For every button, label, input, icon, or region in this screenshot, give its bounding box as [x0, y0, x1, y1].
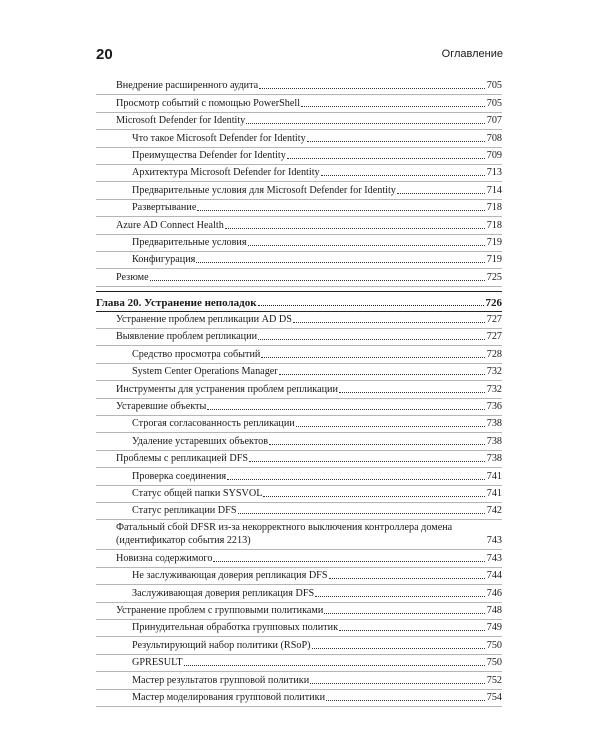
- toc-entry-title: Устранение проблем с групповыми политиками: [116, 604, 324, 616]
- toc-entry-page: 732: [486, 383, 502, 395]
- toc-entry-page: 743: [486, 535, 502, 547]
- toc-entry[interactable]: [96, 486, 502, 503]
- toc-entry[interactable]: [96, 95, 502, 112]
- toc-entry-page: 748: [486, 604, 502, 616]
- toc-entry-page: 746: [486, 587, 502, 599]
- toc-entry[interactable]: [96, 269, 502, 286]
- toc-entry[interactable]: [96, 451, 502, 468]
- toc-entry-page: 732: [486, 366, 502, 378]
- toc-entry-title: Фатальный сбой DFSR из-за некорректного выключения контроллера домена (идентификатор события 2213): [116, 522, 453, 546]
- toc-entry-title: Инструменты для устранения проблем репликации: [116, 383, 338, 395]
- dot-leader: [197, 210, 484, 211]
- toc-entry-page: 741: [486, 470, 502, 482]
- dot-leader: [196, 262, 484, 263]
- toc-entry-title: Строгая согласованность репликации: [132, 418, 295, 430]
- dot-leader: [339, 630, 485, 631]
- toc-entry-title: Не заслуживающая доверия репликация DFS: [132, 570, 328, 582]
- toc-entry-title: System Center Operations Manager: [132, 366, 278, 378]
- toc-entry[interactable]: [96, 637, 502, 654]
- toc-entry-title: Просмотр событий с помощью PowerShell: [116, 97, 301, 109]
- dot-leader: [301, 106, 485, 107]
- dot-leader: [225, 228, 485, 229]
- toc-entry-title: GPRESULT: [132, 657, 183, 669]
- toc-entry-title: Мастер результатов групповой политики: [132, 674, 310, 686]
- toc-entry[interactable]: [96, 148, 502, 165]
- toc-entry[interactable]: [96, 130, 502, 147]
- dot-leader: [258, 305, 484, 306]
- dot-leader: [329, 578, 485, 579]
- toc-entry[interactable]: [96, 182, 502, 199]
- toc-entry-title: Статус общей папки SYSVOL: [132, 487, 263, 499]
- dot-leader: [324, 613, 484, 614]
- toc-entry[interactable]: [96, 364, 502, 381]
- toc-entry-title: Microsoft Defender for Identity: [116, 115, 246, 127]
- toc-entry-page: 718: [486, 202, 502, 214]
- toc-entry[interactable]: [96, 603, 502, 620]
- toc-entry[interactable]: [96, 78, 502, 95]
- toc-entry-page: 738: [486, 453, 502, 465]
- toc-entry-title: Резюме: [116, 271, 149, 283]
- toc-entry-page: 728: [486, 348, 502, 360]
- toc-entry-page: 713: [486, 167, 502, 179]
- dot-leader: [227, 479, 485, 480]
- toc-entry[interactable]: [96, 399, 502, 416]
- dot-leader: [296, 426, 485, 427]
- toc-entry[interactable]: [96, 433, 502, 450]
- toc-entry-page: 744: [486, 570, 502, 582]
- toc-entry-title: Внедрение расширенного аудита: [116, 80, 259, 92]
- toc-entry-page: 743: [486, 552, 502, 564]
- toc-entry-page: 741: [486, 487, 502, 499]
- toc-entry-page: 742: [486, 505, 502, 517]
- toc-entry-title: Средство просмотра событий: [132, 348, 261, 360]
- toc-entry-page: 750: [486, 657, 502, 669]
- dot-leader: [287, 158, 485, 159]
- toc-entry-title: Конфигурация: [132, 254, 196, 266]
- toc-entry-page: 719: [486, 236, 502, 248]
- toc-entry[interactable]: [96, 585, 502, 602]
- toc-entry[interactable]: [96, 165, 502, 182]
- toc-entry-page: 727: [486, 331, 502, 343]
- toc-entry[interactable]: [96, 312, 502, 329]
- dot-leader: [184, 665, 485, 666]
- toc-entry[interactable]: [96, 620, 502, 637]
- dot-leader: [246, 123, 484, 124]
- toc-entry-page: 738: [486, 435, 502, 447]
- toc-entry[interactable]: [96, 381, 502, 398]
- toc-entry-page: 727: [486, 314, 502, 326]
- dot-leader: [397, 193, 485, 194]
- toc-entry[interactable]: [96, 200, 502, 217]
- toc-chapter[interactable]: [96, 291, 502, 312]
- toc-entry-page: 705: [486, 97, 502, 109]
- toc-entry[interactable]: [96, 416, 502, 433]
- toc-entry[interactable]: [96, 252, 502, 269]
- page-header: [96, 46, 503, 66]
- toc-entry-title: Предварительные условия для Microsoft Defender for Identity: [132, 184, 396, 196]
- dot-leader: [310, 683, 485, 684]
- toc-entry[interactable]: [96, 113, 502, 130]
- toc-entry[interactable]: [96, 235, 502, 252]
- toc-entry-page: 709: [486, 149, 502, 161]
- toc-entry-title: Статус репликации DFS: [132, 505, 237, 517]
- toc-entry-page: 718: [486, 219, 502, 231]
- dot-leader: [307, 141, 485, 142]
- toc-entry[interactable]: [96, 655, 502, 672]
- dot-leader: [321, 175, 485, 176]
- toc-entry-title: Устранение проблем репликации AD DS: [116, 314, 292, 326]
- toc-entry-page: 749: [486, 622, 502, 634]
- toc-entry-page: 754: [486, 691, 502, 703]
- toc-entry-title: Что такое Microsoft Defender for Identity: [132, 132, 306, 144]
- dot-leader: [339, 392, 485, 393]
- toc-entry[interactable]: [96, 468, 502, 485]
- dot-leader: [259, 88, 485, 89]
- dot-leader: [213, 561, 484, 562]
- toc-entry-title: Развертывание: [132, 202, 197, 214]
- toc-entry[interactable]: [96, 217, 502, 234]
- toc-entry-title: Удаление устаревших объектов: [132, 435, 269, 447]
- dot-leader: [326, 700, 485, 701]
- toc-entry-title: Заслуживающая доверия репликация DFS: [132, 587, 315, 599]
- toc-entry-page: 752: [486, 674, 502, 686]
- toc-entry[interactable]: [96, 346, 502, 363]
- toc-entry-page: 736: [486, 401, 502, 413]
- toc-entry[interactable]: [96, 503, 502, 520]
- toc-entry-title: Результирующий набор политики (RSoP): [132, 639, 311, 651]
- toc-entry[interactable]: [96, 329, 502, 346]
- dot-leader: [279, 374, 485, 375]
- dot-leader: [249, 461, 485, 462]
- toc-entry-title: Проверка соединения: [132, 470, 227, 482]
- dot-leader: [269, 444, 485, 445]
- toc-entry[interactable]: [96, 520, 502, 550]
- toc-entry-page: 719: [486, 254, 502, 266]
- toc-entry[interactable]: [96, 672, 502, 689]
- toc-entry-title: Принудительная обработка групповых политик: [132, 622, 339, 634]
- toc-entry-title: Новизна содержимого: [116, 552, 213, 564]
- toc-entry-page: 714: [486, 184, 502, 196]
- toc-entry-page: 725: [486, 271, 502, 283]
- toc-entry-title: Выявление проблем репликации: [116, 331, 258, 343]
- dot-leader: [248, 245, 485, 246]
- dot-leader: [150, 280, 485, 281]
- toc-entry-page: 750: [486, 639, 502, 651]
- dot-leader: [261, 357, 484, 358]
- toc-entry-title: Устаревшие объекты: [116, 401, 207, 413]
- toc-entry-title: Архитектура Microsoft Defender for Identity: [132, 167, 320, 179]
- running-title: Оглавление: [441, 48, 503, 60]
- toc-entry-title: Мастер моделирования групповой политики: [132, 691, 326, 703]
- dot-leader: [293, 322, 485, 323]
- table-of-contents: [96, 78, 502, 707]
- toc-entry-title: Предварительные условия: [132, 236, 247, 248]
- toc-entry-page: 708: [486, 132, 502, 144]
- toc-entry-title: Проблемы с репликацией DFS: [116, 453, 249, 465]
- toc-entry-page: 726: [485, 296, 502, 309]
- dot-leader: [258, 339, 485, 340]
- toc-entry[interactable]: [96, 690, 502, 707]
- page-number: 20: [96, 46, 113, 63]
- toc-entry-title: Azure AD Connect Health: [116, 219, 224, 231]
- toc-entry-page: 705: [486, 80, 502, 92]
- toc-entry-title: Преимущества Defender for Identity: [132, 149, 286, 161]
- dot-leader: [312, 648, 485, 649]
- dot-leader: [263, 496, 484, 497]
- toc-entry[interactable]: [96, 550, 502, 567]
- dot-leader: [315, 596, 485, 597]
- dot-leader: [238, 513, 485, 514]
- dot-leader: [207, 409, 484, 410]
- toc-entry-page: 707: [486, 115, 502, 127]
- toc-entry[interactable]: [96, 568, 502, 585]
- toc-entry-page: 738: [486, 418, 502, 430]
- toc-entry-title: Глава 20. Устранение неполадок: [96, 296, 257, 309]
